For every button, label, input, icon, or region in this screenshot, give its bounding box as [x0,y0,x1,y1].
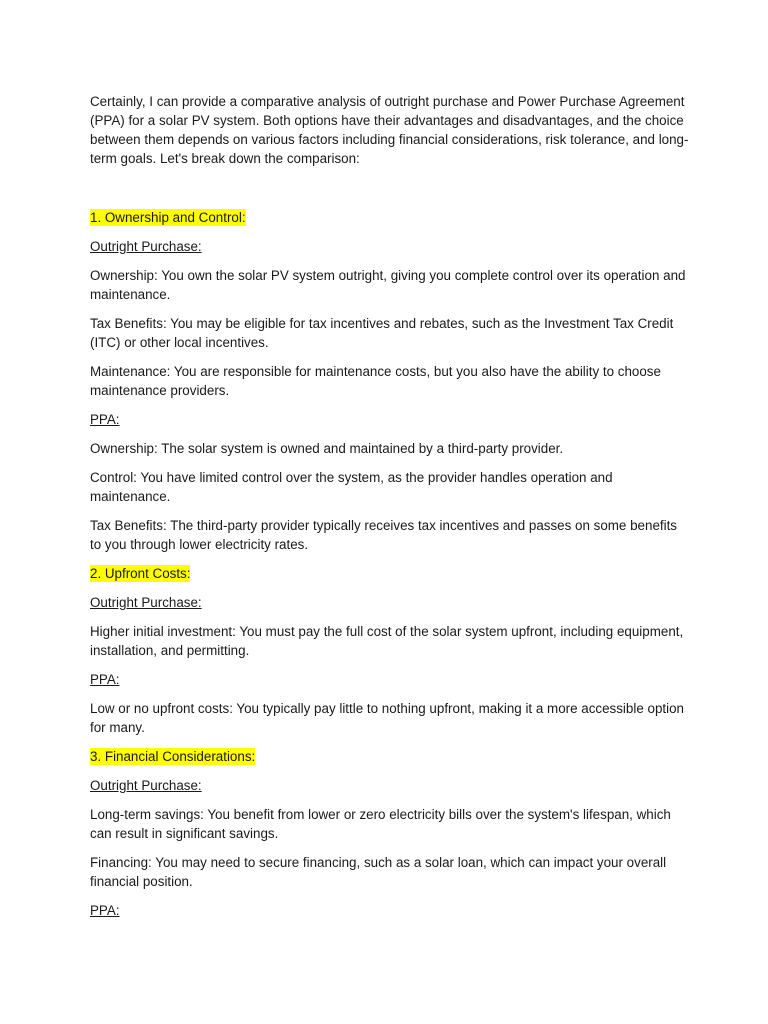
underlined-label: PPA: [90,412,120,427]
subheading-outright-purchase [90,237,690,256]
section-heading-financial-considerations [90,747,690,766]
subheading-ppa [90,901,690,920]
paragraph: Tax Benefits: The third-party provider typically receives tax incentives and passes on some benefits to you through lower electricity rates. [90,518,677,552]
underlined-label: Outright Purchase: [90,595,202,610]
subheading-outright-purchase [90,593,690,612]
underlined-label: Outright Purchase: [90,239,202,254]
paragraph: Control: You have limited control over the system, as the provider handles operation and maintenance. [90,470,613,504]
paragraph: Low or no upfront costs: You typically pay little to nothing upfront, making it a more accessible option for many. [90,701,684,735]
section-heading-upfront-costs [90,564,690,583]
subheading-ppa [90,410,690,429]
subheading-outright-purchase [90,776,690,795]
subheading-ppa [90,670,690,689]
paragraph: Long-term savings: You benefit from lower or zero electricity bills over the system's lifespan, which can result in significant savings. [90,807,671,841]
paragraph: Ownership: The solar system is owned and maintained by a third-party provider. [90,441,564,456]
highlighted-heading: 1. Ownership and Control: [90,210,246,225]
paragraph: Tax Benefits: You may be eligible for tax incentives and rebates, such as the Investment Tax Credit (ITC) or other local incentives. [90,316,674,350]
highlighted-heading: 3. Financial Considerations: [90,749,256,764]
paragraph: Financing: You may need to secure financing, such as a solar loan, which can impact your overall financial position. [90,855,667,889]
underlined-label: Outright Purchase: [90,778,202,793]
highlighted-heading: 2. Upfront Costs: [90,566,191,581]
paragraph: Maintenance: You are responsible for maintenance costs, but you also have the ability to choose maintenance providers. [90,364,661,398]
underlined-label: PPA: [90,672,120,687]
document-page [90,92,690,930]
paragraph: Higher initial investment: You must pay the full cost of the solar system upfront, including equipment, installation, and permitting. [90,624,684,658]
intro-paragraph: Certainly, I can provide a comparative analysis of outright purchase and Power Purchase Agreement (PPA) for a solar PV system. Both options have their advantages and disadvantages, and the choice between them depends on various factors including financial considerations, risk tolerance, and long-term goals. Let's break down the comparison: [90,94,689,166]
section-heading-ownership [90,208,690,227]
paragraph: Ownership: You own the solar PV system outright, giving you complete control over its operation and maintenance. [90,268,686,302]
underlined-label: PPA: [90,903,120,918]
